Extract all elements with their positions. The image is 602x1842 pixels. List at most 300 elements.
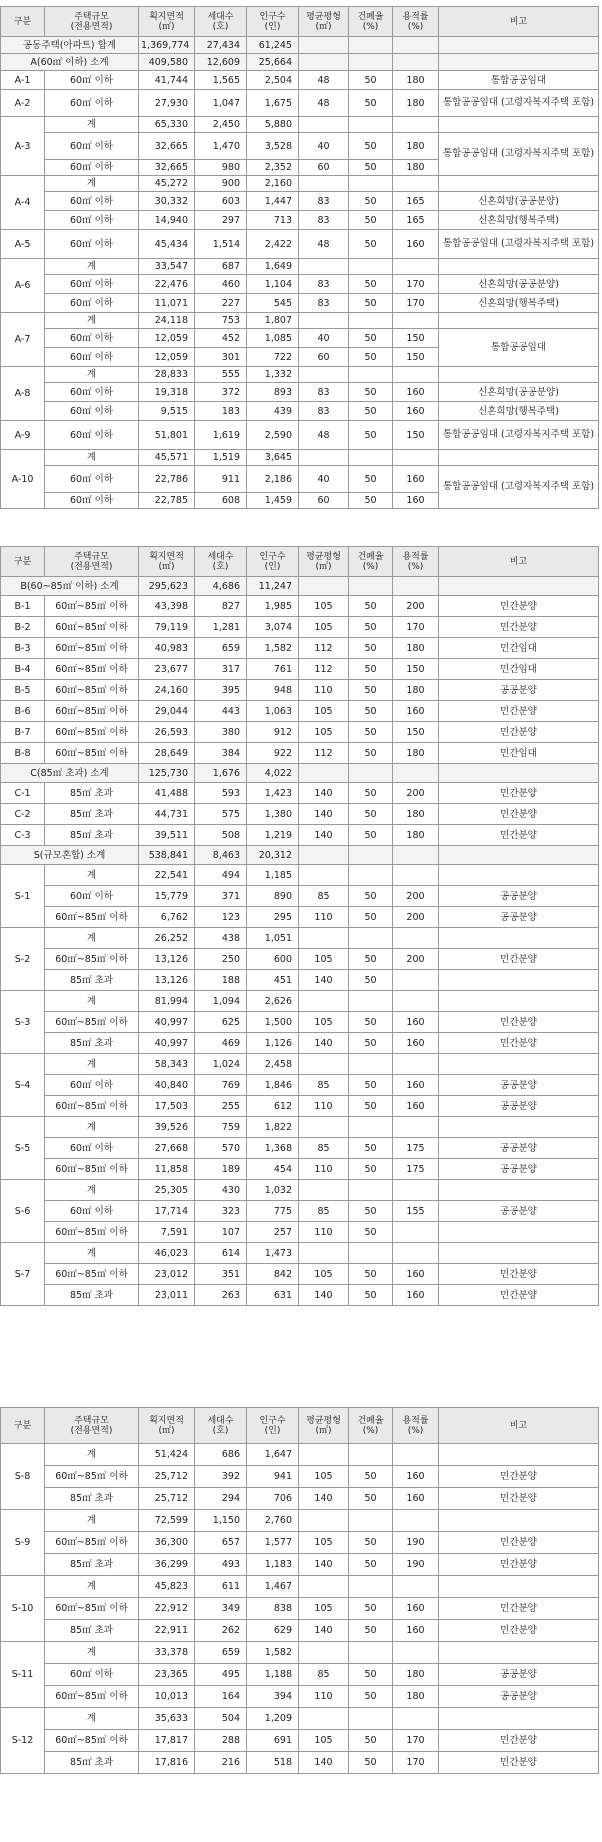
population: 722 xyxy=(247,348,299,367)
header-gubun: 구분 xyxy=(1,547,45,577)
building-coverage xyxy=(349,1054,393,1075)
subtotal-value xyxy=(299,764,349,783)
size-category: 60㎡~85㎡ 이하 xyxy=(45,1159,139,1180)
households: 469 xyxy=(195,1033,247,1054)
households: 263 xyxy=(195,1285,247,1306)
lot-area: 17,816 xyxy=(139,1752,195,1774)
lot-area: 45,272 xyxy=(139,176,195,192)
population: 1,582 xyxy=(247,638,299,659)
building-coverage xyxy=(349,1642,393,1664)
lot-area: 45,434 xyxy=(139,230,195,259)
note: 민간분양 xyxy=(439,1554,599,1576)
building-coverage xyxy=(349,1576,393,1598)
building-coverage: 50 xyxy=(349,275,393,294)
note: 민간분양 xyxy=(439,1285,599,1306)
households: 659 xyxy=(195,1642,247,1664)
lot-id: B-6 xyxy=(1,701,45,722)
table-row xyxy=(1,1620,599,1642)
households: 380 xyxy=(195,722,247,743)
avg-unit-size: 60 xyxy=(299,160,349,176)
subtotal-value xyxy=(299,37,349,54)
building-coverage: 50 xyxy=(349,1201,393,1222)
households: 608 xyxy=(195,493,247,509)
avg-unit-size xyxy=(299,313,349,329)
note xyxy=(439,1117,599,1138)
households: 372 xyxy=(195,383,247,402)
header-households xyxy=(195,1408,247,1444)
population: 922 xyxy=(247,743,299,764)
header-bcr-line: (%) xyxy=(362,21,379,32)
size-category: 60㎡~85㎡ 이하 xyxy=(45,1730,139,1752)
subtotal-value: 125,730 xyxy=(139,764,195,783)
note xyxy=(439,991,599,1012)
building-coverage: 50 xyxy=(349,1285,393,1306)
building-coverage: 50 xyxy=(349,1752,393,1774)
floor-area-ratio xyxy=(393,928,439,949)
size-category: 60㎡~85㎡ 이하 xyxy=(45,617,139,638)
population: 2,186 xyxy=(247,466,299,493)
population: 1,822 xyxy=(247,1117,299,1138)
building-coverage xyxy=(349,1444,393,1466)
header-area xyxy=(139,547,195,577)
header-bcr xyxy=(349,547,393,577)
avg-unit-size: 110 xyxy=(299,680,349,701)
population: 1,647 xyxy=(247,1444,299,1466)
header-bcr xyxy=(349,7,393,37)
population: 2,504 xyxy=(247,71,299,90)
avg-unit-size: 48 xyxy=(299,421,349,450)
households: 294 xyxy=(195,1488,247,1510)
lot-id: B-2 xyxy=(1,617,45,638)
avg-unit-size: 48 xyxy=(299,90,349,117)
population: 629 xyxy=(247,1620,299,1642)
households: 1,047 xyxy=(195,90,247,117)
avg-unit-size: 110 xyxy=(299,1686,349,1708)
subtotal-value: 538,841 xyxy=(139,846,195,865)
header-bcr-line: (%) xyxy=(362,1425,379,1436)
lot-area: 30,332 xyxy=(139,192,195,211)
lot-area: 44,731 xyxy=(139,804,195,825)
floor-area-ratio: 180 xyxy=(393,804,439,825)
building-coverage xyxy=(349,1243,393,1264)
lot-id: A-5 xyxy=(1,230,45,259)
floor-area-ratio: 150 xyxy=(393,348,439,367)
avg-unit-size: 105 xyxy=(299,949,349,970)
floor-area-ratio: 150 xyxy=(393,329,439,348)
subtotal-value: 1,369,774 xyxy=(139,37,195,54)
households: 323 xyxy=(195,1201,247,1222)
lot-id: A-9 xyxy=(1,421,45,450)
households: 593 xyxy=(195,783,247,804)
floor-area-ratio: 175 xyxy=(393,1138,439,1159)
table-row xyxy=(1,1708,599,1730)
floor-area-ratio: 180 xyxy=(393,638,439,659)
population: 3,528 xyxy=(247,133,299,160)
population: 1,032 xyxy=(247,1180,299,1201)
population: 518 xyxy=(247,1752,299,1774)
note: 통합공공임대 xyxy=(439,329,599,367)
header-far-line: 용적률 xyxy=(402,11,429,22)
avg-unit-size: 105 xyxy=(299,617,349,638)
households: 508 xyxy=(195,825,247,846)
households: 657 xyxy=(195,1532,247,1554)
building-coverage: 50 xyxy=(349,1664,393,1686)
floor-area-ratio: 175 xyxy=(393,1159,439,1180)
header-far-line: 용적률 xyxy=(402,551,429,562)
note: 공공분양 xyxy=(439,886,599,907)
note: 통합공공임대 (고령자복지주택 포함) xyxy=(439,230,599,259)
note: 신혼희망(행복주택) xyxy=(439,294,599,313)
lot-area: 12,059 xyxy=(139,329,195,348)
lot-area: 25,712 xyxy=(139,1488,195,1510)
building-coverage: 50 xyxy=(349,907,393,928)
lot-area: 43,398 xyxy=(139,596,195,617)
floor-area-ratio: 200 xyxy=(393,596,439,617)
note: 공공분양 xyxy=(439,1075,599,1096)
note: 공공분양 xyxy=(439,907,599,928)
households: 504 xyxy=(195,1708,247,1730)
note xyxy=(439,1243,599,1264)
header-households-line: 세대수 xyxy=(207,11,234,22)
header-note: 비고 xyxy=(439,1408,599,1444)
header-households xyxy=(195,7,247,37)
subtotal-value xyxy=(349,37,393,54)
population: 2,352 xyxy=(247,160,299,176)
size-category: 60㎡~85㎡ 이하 xyxy=(45,949,139,970)
table-header-row xyxy=(1,547,599,577)
note: 민간분양 xyxy=(439,949,599,970)
floor-area-ratio: 180 xyxy=(393,90,439,117)
lot-area: 29,044 xyxy=(139,701,195,722)
building-coverage: 50 xyxy=(349,1264,393,1285)
size-category: 60㎡~85㎡ 이하 xyxy=(45,1264,139,1285)
floor-area-ratio xyxy=(393,865,439,886)
note: 공공분양 xyxy=(439,1096,599,1117)
avg-unit-size: 105 xyxy=(299,1466,349,1488)
population: 439 xyxy=(247,402,299,421)
subtotal-value xyxy=(393,764,439,783)
floor-area-ratio: 170 xyxy=(393,275,439,294)
size-category: 계 xyxy=(45,450,139,466)
lot-area: 51,801 xyxy=(139,421,195,450)
avg-unit-size: 140 xyxy=(299,970,349,991)
building-coverage: 50 xyxy=(349,1033,393,1054)
building-coverage xyxy=(349,1117,393,1138)
population: 1,188 xyxy=(247,1664,299,1686)
lot-area: 22,541 xyxy=(139,865,195,886)
avg-unit-size: 83 xyxy=(299,383,349,402)
subtotal-value xyxy=(349,764,393,783)
building-coverage xyxy=(349,259,393,275)
avg-unit-size xyxy=(299,259,349,275)
subtotal-value xyxy=(439,37,599,54)
lot-area: 22,785 xyxy=(139,493,195,509)
lot-area: 32,665 xyxy=(139,160,195,176)
size-category: 계 xyxy=(45,1642,139,1664)
avg-unit-size: 110 xyxy=(299,1159,349,1180)
note xyxy=(439,367,599,383)
subtotal-label: A(60㎡ 이하) 소계 xyxy=(1,54,139,71)
households: 443 xyxy=(195,701,247,722)
households: 1,094 xyxy=(195,991,247,1012)
lot-id: B-7 xyxy=(1,722,45,743)
population: 1,985 xyxy=(247,596,299,617)
avg-unit-size: 105 xyxy=(299,1264,349,1285)
size-category: 계 xyxy=(45,1180,139,1201)
size-category: 60㎡ 이하 xyxy=(45,275,139,294)
subtotal-row xyxy=(1,37,599,54)
note xyxy=(439,928,599,949)
note: 민간분양 xyxy=(439,1033,599,1054)
size-category: 85㎡ 초과 xyxy=(45,783,139,804)
lot-area: 41,744 xyxy=(139,71,195,90)
table-row xyxy=(1,1510,599,1532)
note: 공공분양 xyxy=(439,680,599,701)
lot-area: 46,023 xyxy=(139,1243,195,1264)
table-row xyxy=(1,970,599,991)
subtotal-label: C(85㎡ 초과) 소계 xyxy=(1,764,139,783)
note: 민간분양 xyxy=(439,1730,599,1752)
population: 1,209 xyxy=(247,1708,299,1730)
subtotal-row xyxy=(1,577,599,596)
households: 769 xyxy=(195,1075,247,1096)
header-households-line: 세대수 xyxy=(207,551,234,562)
population: 454 xyxy=(247,1159,299,1180)
floor-area-ratio: 160 xyxy=(393,1466,439,1488)
header-avg-line: 평균평형 xyxy=(306,1415,341,1426)
table-row xyxy=(1,1554,599,1576)
note: 공공분양 xyxy=(439,1664,599,1686)
subtotal-value: 8,463 xyxy=(195,846,247,865)
note: 통합공공임대 (고령자복지주택 포함) xyxy=(439,421,599,450)
size-category: 60㎡ 이하 xyxy=(45,1138,139,1159)
households: 395 xyxy=(195,680,247,701)
population: 1,185 xyxy=(247,865,299,886)
lot-id: B-4 xyxy=(1,659,45,680)
header-avg-line: (㎡) xyxy=(315,1425,332,1436)
size-category: 60㎡ 이하 xyxy=(45,329,139,348)
header-note: 비고 xyxy=(439,547,599,577)
note xyxy=(439,1642,599,1664)
size-category: 60㎡ 이하 xyxy=(45,1201,139,1222)
lot-area: 9,515 xyxy=(139,402,195,421)
size-category: 60㎡~85㎡ 이하 xyxy=(45,659,139,680)
avg-unit-size: 140 xyxy=(299,1285,349,1306)
header-far-line: (%) xyxy=(407,561,424,572)
building-coverage: 50 xyxy=(349,596,393,617)
lot-area: 22,786 xyxy=(139,466,195,493)
subtotal-value xyxy=(439,764,599,783)
lot-area: 26,593 xyxy=(139,722,195,743)
header-population-line: (인) xyxy=(264,21,281,32)
size-category: 85㎡ 초과 xyxy=(45,1620,139,1642)
lot-id: B-8 xyxy=(1,743,45,764)
lot-area: 51,424 xyxy=(139,1444,195,1466)
floor-area-ratio xyxy=(393,313,439,329)
building-coverage xyxy=(349,991,393,1012)
size-category: 60㎡ 이하 xyxy=(45,133,139,160)
size-category: 85㎡ 초과 xyxy=(45,825,139,846)
lot-area: 72,599 xyxy=(139,1510,195,1532)
subtotal-value: 11,247 xyxy=(247,577,299,596)
population: 257 xyxy=(247,1222,299,1243)
table-row xyxy=(1,1243,599,1264)
floor-area-ratio xyxy=(393,991,439,1012)
lot-id: A-3 xyxy=(1,117,45,176)
note: 민간분양 xyxy=(439,1620,599,1642)
lot-id: S-2 xyxy=(1,928,45,991)
subtotal-value: 4,022 xyxy=(247,764,299,783)
building-coverage xyxy=(349,865,393,886)
building-coverage: 50 xyxy=(349,1075,393,1096)
population: 631 xyxy=(247,1285,299,1306)
building-coverage: 50 xyxy=(349,1222,393,1243)
lot-id: S-9 xyxy=(1,1510,45,1576)
households: 189 xyxy=(195,1159,247,1180)
lot-id: S-11 xyxy=(1,1642,45,1708)
header-bcr-line: (%) xyxy=(362,561,379,572)
note xyxy=(439,259,599,275)
table-header-row xyxy=(1,1408,599,1444)
lot-id: C-1 xyxy=(1,783,45,804)
households: 603 xyxy=(195,192,247,211)
avg-unit-size: 105 xyxy=(299,1012,349,1033)
population: 1,183 xyxy=(247,1554,299,1576)
table-row xyxy=(1,192,599,211)
lot-area: 24,160 xyxy=(139,680,195,701)
population: 1,582 xyxy=(247,1642,299,1664)
subtotal-value xyxy=(439,54,599,71)
lot-id: S-7 xyxy=(1,1243,45,1306)
avg-unit-size: 112 xyxy=(299,743,349,764)
households: 686 xyxy=(195,1444,247,1466)
lot-id: A-10 xyxy=(1,450,45,509)
floor-area-ratio: 170 xyxy=(393,1752,439,1774)
lot-id: B-5 xyxy=(1,680,45,701)
note: 민간분양 xyxy=(439,1532,599,1554)
note: 민간분양 xyxy=(439,825,599,846)
floor-area-ratio: 180 xyxy=(393,1686,439,1708)
households: 301 xyxy=(195,348,247,367)
building-coverage: 50 xyxy=(349,192,393,211)
lot-area: 40,840 xyxy=(139,1075,195,1096)
note: 민간분양 xyxy=(439,1598,599,1620)
subtotal-value: 1,676 xyxy=(195,764,247,783)
lot-area: 23,365 xyxy=(139,1664,195,1686)
households: 1,619 xyxy=(195,421,247,450)
lot-area: 39,511 xyxy=(139,825,195,846)
floor-area-ratio xyxy=(393,1222,439,1243)
size-category: 60㎡ 이하 xyxy=(45,383,139,402)
avg-unit-size: 83 xyxy=(299,275,349,294)
households: 575 xyxy=(195,804,247,825)
floor-area-ratio: 170 xyxy=(393,294,439,313)
avg-unit-size xyxy=(299,450,349,466)
avg-unit-size xyxy=(299,928,349,949)
table-row xyxy=(1,367,599,383)
subtotal-row xyxy=(1,764,599,783)
building-coverage: 50 xyxy=(349,701,393,722)
avg-unit-size xyxy=(299,1642,349,1664)
note: 민간분양 xyxy=(439,1264,599,1285)
note xyxy=(439,176,599,192)
size-category: 계 xyxy=(45,117,139,133)
avg-unit-size: 85 xyxy=(299,886,349,907)
households: 317 xyxy=(195,659,247,680)
header-area-line: 획지면적 xyxy=(149,11,184,22)
table-row xyxy=(1,1466,599,1488)
floor-area-ratio xyxy=(393,1180,439,1201)
header-population-line: 인구수 xyxy=(259,1415,286,1426)
lot-area: 58,343 xyxy=(139,1054,195,1075)
building-coverage: 50 xyxy=(349,133,393,160)
subtotal-value: 27,434 xyxy=(195,37,247,54)
header-population-line: 인구수 xyxy=(259,11,286,22)
table-row xyxy=(1,743,599,764)
population: 1,219 xyxy=(247,825,299,846)
size-category: 60㎡ 이하 xyxy=(45,493,139,509)
population: 1,063 xyxy=(247,701,299,722)
population: 295 xyxy=(247,907,299,928)
building-coverage: 50 xyxy=(349,722,393,743)
floor-area-ratio: 160 xyxy=(393,1264,439,1285)
housing-table-part-2 xyxy=(0,546,599,1306)
households: 1,024 xyxy=(195,1054,247,1075)
avg-unit-size xyxy=(299,367,349,383)
subtotal-value xyxy=(349,577,393,596)
size-category: 85㎡ 초과 xyxy=(45,1033,139,1054)
lot-id: C-2 xyxy=(1,804,45,825)
avg-unit-size: 85 xyxy=(299,1201,349,1222)
floor-area-ratio xyxy=(393,1510,439,1532)
size-category: 계 xyxy=(45,928,139,949)
population: 3,645 xyxy=(247,450,299,466)
table-row xyxy=(1,949,599,970)
floor-area-ratio: 180 xyxy=(393,160,439,176)
population: 1,368 xyxy=(247,1138,299,1159)
size-category: 계 xyxy=(45,1576,139,1598)
header-gubun: 구분 xyxy=(1,7,45,37)
building-coverage: 50 xyxy=(349,90,393,117)
header-gyumo-line: 주택규모 xyxy=(74,11,109,22)
building-coverage xyxy=(349,1180,393,1201)
subtotal-value xyxy=(393,577,439,596)
subtotal-value xyxy=(299,577,349,596)
population: 893 xyxy=(247,383,299,402)
lot-area: 41,488 xyxy=(139,783,195,804)
table-row xyxy=(1,133,599,160)
floor-area-ratio: 160 xyxy=(393,1033,439,1054)
note xyxy=(439,970,599,991)
subtotal-value: 20,312 xyxy=(247,846,299,865)
size-category: 60㎡~85㎡ 이하 xyxy=(45,743,139,764)
population: 775 xyxy=(247,1201,299,1222)
table-row xyxy=(1,1264,599,1285)
households: 611 xyxy=(195,1576,247,1598)
header-avg-line: 평균평형 xyxy=(306,551,341,562)
avg-unit-size: 60 xyxy=(299,493,349,509)
size-category: 계 xyxy=(45,1444,139,1466)
table-row xyxy=(1,1532,599,1554)
population: 1,577 xyxy=(247,1532,299,1554)
subtotal-value xyxy=(393,54,439,71)
lot-area: 23,012 xyxy=(139,1264,195,1285)
size-category: 85㎡ 초과 xyxy=(45,1752,139,1774)
lot-area: 17,503 xyxy=(139,1096,195,1117)
size-category: 85㎡ 초과 xyxy=(45,970,139,991)
subtotal-label: S(규모혼합) 소계 xyxy=(1,846,139,865)
lot-id: A-2 xyxy=(1,90,45,117)
